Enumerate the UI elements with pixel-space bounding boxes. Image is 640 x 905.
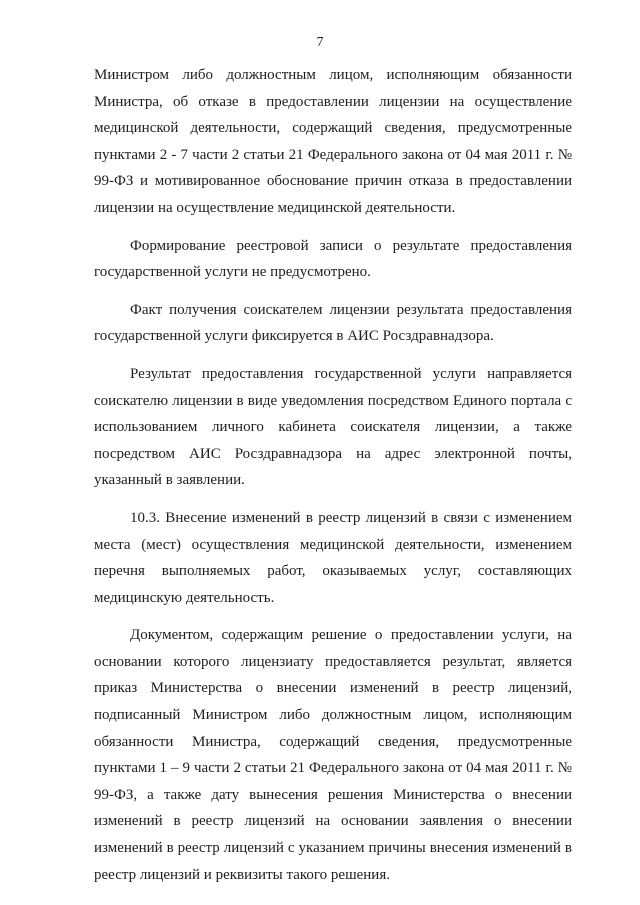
paragraph-result-delivery: Результат предоставления государственной услуги направляется соискателю лицензии в виде уведомления посредством Единого портала с использованием личного кабинета соискателя лицензии, а также посредством АИС Росздравнадзора на адрес электронной почты, указанный в заявлении. (94, 365, 572, 489)
paragraph-registry-record: Формирование реестровой записи о результате предоставления государственной услуги не предусмотрено. (94, 237, 572, 281)
paragraph-decision-document: Документом, содержащим решение о предоставлении услуги, на основании которого лицензиату предоставляется результат, является приказ Министерства о внесении изменений в реестр лицензий, подписанный Министром либо должностным лицом, исполняющим обязанности Министра, содержащий сведения, предусмотренные пунктами 1 – 9 части 2 статьи 21 Федерального закона от 04 мая 2011 г. № 99-ФЗ, а также дату вынесения решения Министерства о внесении изменений в реестр лицензий на основании заявления о внесении изменений в реестр лицензий с указанием причины внесения изменений в реестр лицензий и реквизиты такого решения. (94, 627, 572, 883)
paragraph-refusal-order-continuation: Министром либо должностным лицом, исполняющим обязанности Министра, об отказе в предоставлении лицензии на осуществление медицинской деятельности, содержащий сведения, предусмотренные пунктами 2 - 7 части 2 статьи 21 Федерального закона от 04 мая 2011 г. № 99-ФЗ и мотивированное обоснование причин отказа в предоставлении лицензии на осуществление медицинской деятельности. (94, 67, 572, 216)
document-body (94, 62, 572, 888)
paragraph-section-10-3: 10.3. Внесение изменений в реестр лицензий в связи с изменением места (мест) осуществления медицинской деятельности, изменением перечня выполняемых работ, оказываемых услуг, составляющих медицинскую деятельность. (94, 509, 572, 606)
page-number: 7 (316, 35, 324, 50)
paragraph-result-receipt: Факт получения соискателем лицензии результата предоставления государственной услуги фиксируется в АИС Росздравнадзора. (94, 301, 572, 345)
